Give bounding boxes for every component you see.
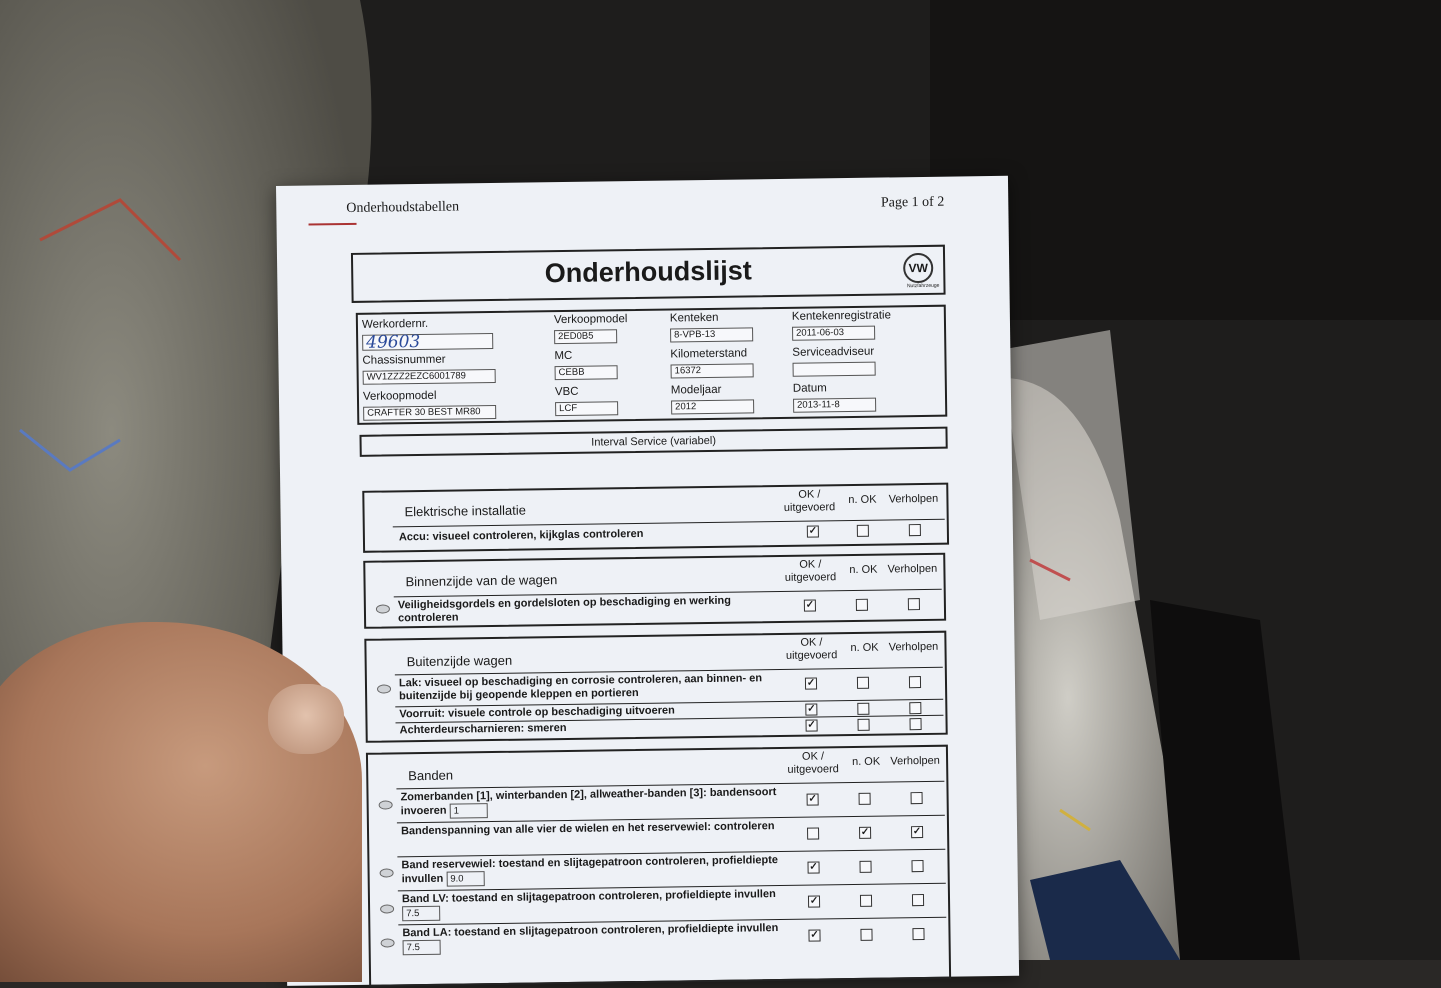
section-title: Elektrische installatie xyxy=(404,502,527,520)
fix-checkbox: ✓ xyxy=(912,826,922,838)
row-value: 7.5 xyxy=(403,940,441,956)
ok-checkbox xyxy=(807,827,819,839)
section-title: Banden xyxy=(408,767,454,784)
ok-checkbox: ✓ xyxy=(809,861,818,873)
col-ok-header: OK / uitgevoerd xyxy=(783,488,836,514)
row-text-main: Zomerbanden [1], winterbanden [2], allweather-banden [3]: bandensoort invoeren xyxy=(400,786,777,818)
col-fix-header: Verholpen xyxy=(887,562,938,576)
km-value: 16372 xyxy=(671,363,754,378)
thumbnail xyxy=(268,684,344,754)
row-text-main: Band LV: toestand en slijtagepatroon controleren, profieldiepte invullen xyxy=(401,888,776,906)
col-fix-header: Verholpen xyxy=(888,640,939,654)
row-text: Veiligheidsgordels en gordelsloten op beschadiging en werking controleren xyxy=(397,594,732,625)
col-nok-header: n. OK xyxy=(850,641,879,655)
fix-checkbox xyxy=(908,598,920,610)
row-text: Bandenspanning van alle vier de wielen en het reservewiel: controleren xyxy=(400,820,775,838)
fix-checkbox xyxy=(909,718,921,730)
row-value: 1 xyxy=(450,803,488,819)
vbc-value: LCF xyxy=(555,401,618,416)
table-row xyxy=(394,589,942,626)
nok-checkbox xyxy=(860,895,872,907)
eye-icon xyxy=(380,868,394,877)
header-left: Onderhoudstabellen xyxy=(346,199,460,217)
section-binnenzijde xyxy=(363,553,946,629)
ok-checkbox: ✓ xyxy=(808,525,818,537)
row-text: Achterdeurscharnieren: smeren xyxy=(399,721,567,737)
modeljaar-value: 2012 xyxy=(671,399,754,414)
col-nok-header: n. OK xyxy=(851,755,881,769)
km-label: Kilometerstand xyxy=(670,347,748,361)
title-box xyxy=(351,245,946,303)
row-text xyxy=(402,888,782,921)
col-fix-header: Verholpen xyxy=(888,492,939,506)
eye-icon xyxy=(379,800,393,809)
col-ok-header: OK / uitgevoerd xyxy=(787,750,839,776)
kenteken-label: Kenteken xyxy=(669,311,719,325)
mc-label: MC xyxy=(554,349,573,363)
verkoopmodel2-value: 2ED0B5 xyxy=(554,329,617,344)
datum-value: 2013-11-8 xyxy=(793,398,876,413)
row-text xyxy=(400,786,780,819)
page-number: Page 1 of 2 xyxy=(880,194,945,211)
nok-checkbox xyxy=(857,677,869,689)
werkordernr-value: 49603 xyxy=(362,333,493,351)
fix-checkbox xyxy=(909,524,921,536)
vbc-label: VBC xyxy=(554,385,579,399)
ok-checkbox: ✓ xyxy=(806,677,816,689)
row-text xyxy=(401,854,781,887)
col-ok-header: OK / uitgevoerd xyxy=(784,558,837,584)
serviceadviseur-label: Serviceadviseur xyxy=(792,345,875,359)
row-text: Accu: visueel controleren, kijkglas controleren xyxy=(398,527,644,544)
ok-checkbox: ✓ xyxy=(807,719,816,731)
eye-icon xyxy=(381,938,395,947)
fix-checkbox xyxy=(912,928,924,940)
interval-service: Interval Service (variabel) xyxy=(359,427,947,457)
row-text-main: Band LA: toestand en slijtagepatroon controleren, profieldiepte invullen xyxy=(402,922,779,940)
row-text xyxy=(402,922,782,955)
col-fix-header: Verholpen xyxy=(890,754,940,768)
row-value: 9.0 xyxy=(446,871,484,887)
section-buitenzijde xyxy=(364,631,947,743)
eye-icon xyxy=(380,904,394,913)
maintenance-sheet xyxy=(276,176,1019,986)
verkoopmodel-label: Verkoopmodel xyxy=(362,389,437,403)
datum-label: Datum xyxy=(792,382,827,395)
ok-checkbox: ✓ xyxy=(809,895,819,907)
verkoopmodel2-label: Verkoopmodel xyxy=(553,313,628,327)
mc-value: CEBB xyxy=(555,365,618,380)
row-text-main: Band reservewiel: toestand en slijtagepatroon controleren, profieldiepte invullen xyxy=(401,854,779,886)
hand xyxy=(0,622,362,982)
werkordernr-label: Werkordernr. xyxy=(361,317,429,331)
col-ok-header: OK / uitgevoerd xyxy=(785,636,838,662)
section-title: Buitenzijde wagen xyxy=(406,652,513,670)
kentekenreg-label: Kentekenregistratie xyxy=(791,309,892,323)
row-text: Lak: visueel op beschadiging en corrosie controleren, aan binnen- en buitenzijde bij geopende kleppen en portieren xyxy=(398,672,763,703)
modeljaar-label: Modeljaar xyxy=(670,383,722,397)
chassis-value: WV1ZZZ2EZC6001789 xyxy=(363,369,496,385)
eye-icon xyxy=(376,604,390,613)
nok-checkbox xyxy=(860,929,872,941)
verkoopmodel-value: CRAFTER 30 BEST MR80 xyxy=(363,405,496,421)
col-nok-header: n. OK xyxy=(848,493,877,507)
pen-mark xyxy=(309,223,357,226)
ok-checkbox: ✓ xyxy=(808,793,817,805)
nok-checkbox xyxy=(859,793,871,805)
nok-checkbox: ✓ xyxy=(860,826,870,838)
fix-checkbox xyxy=(911,860,923,872)
brand-sub: Nutzfahrzeuge xyxy=(906,282,940,290)
fix-checkbox xyxy=(911,792,923,804)
row-text: Voorruit: visuele controle op beschadiging uitvoeren xyxy=(399,704,675,721)
nok-checkbox xyxy=(859,861,871,873)
ok-checkbox: ✓ xyxy=(810,929,819,941)
section-elektrische-installatie xyxy=(362,483,949,553)
vehicle-info-box xyxy=(356,305,948,425)
fix-checkbox xyxy=(909,676,921,688)
kenteken-value: 8-VPB-13 xyxy=(670,327,753,342)
kentekenreg-value: 2011-06-03 xyxy=(792,326,875,341)
vw-logo-icon: VW xyxy=(903,253,933,283)
nok-checkbox xyxy=(857,703,869,715)
col-nok-header: n. OK xyxy=(849,563,878,577)
table-row xyxy=(398,917,946,958)
row-value: 7.5 xyxy=(402,906,440,922)
table-row xyxy=(393,519,945,550)
nok-checkbox xyxy=(857,719,869,731)
chassis-label: Chassisnummer xyxy=(362,353,446,367)
section-title: Binnenzijde van de wagen xyxy=(405,572,558,590)
nok-checkbox xyxy=(857,525,869,537)
ok-checkbox: ✓ xyxy=(805,599,815,611)
fix-checkbox xyxy=(909,702,921,714)
document-title: Onderhoudslijst xyxy=(544,255,752,289)
ok-checkbox: ✓ xyxy=(807,703,816,715)
nok-checkbox xyxy=(856,599,868,611)
serviceadviseur-value xyxy=(793,362,876,377)
section-banden xyxy=(366,745,951,987)
fix-checkbox xyxy=(912,894,924,906)
eye-icon xyxy=(377,684,391,693)
